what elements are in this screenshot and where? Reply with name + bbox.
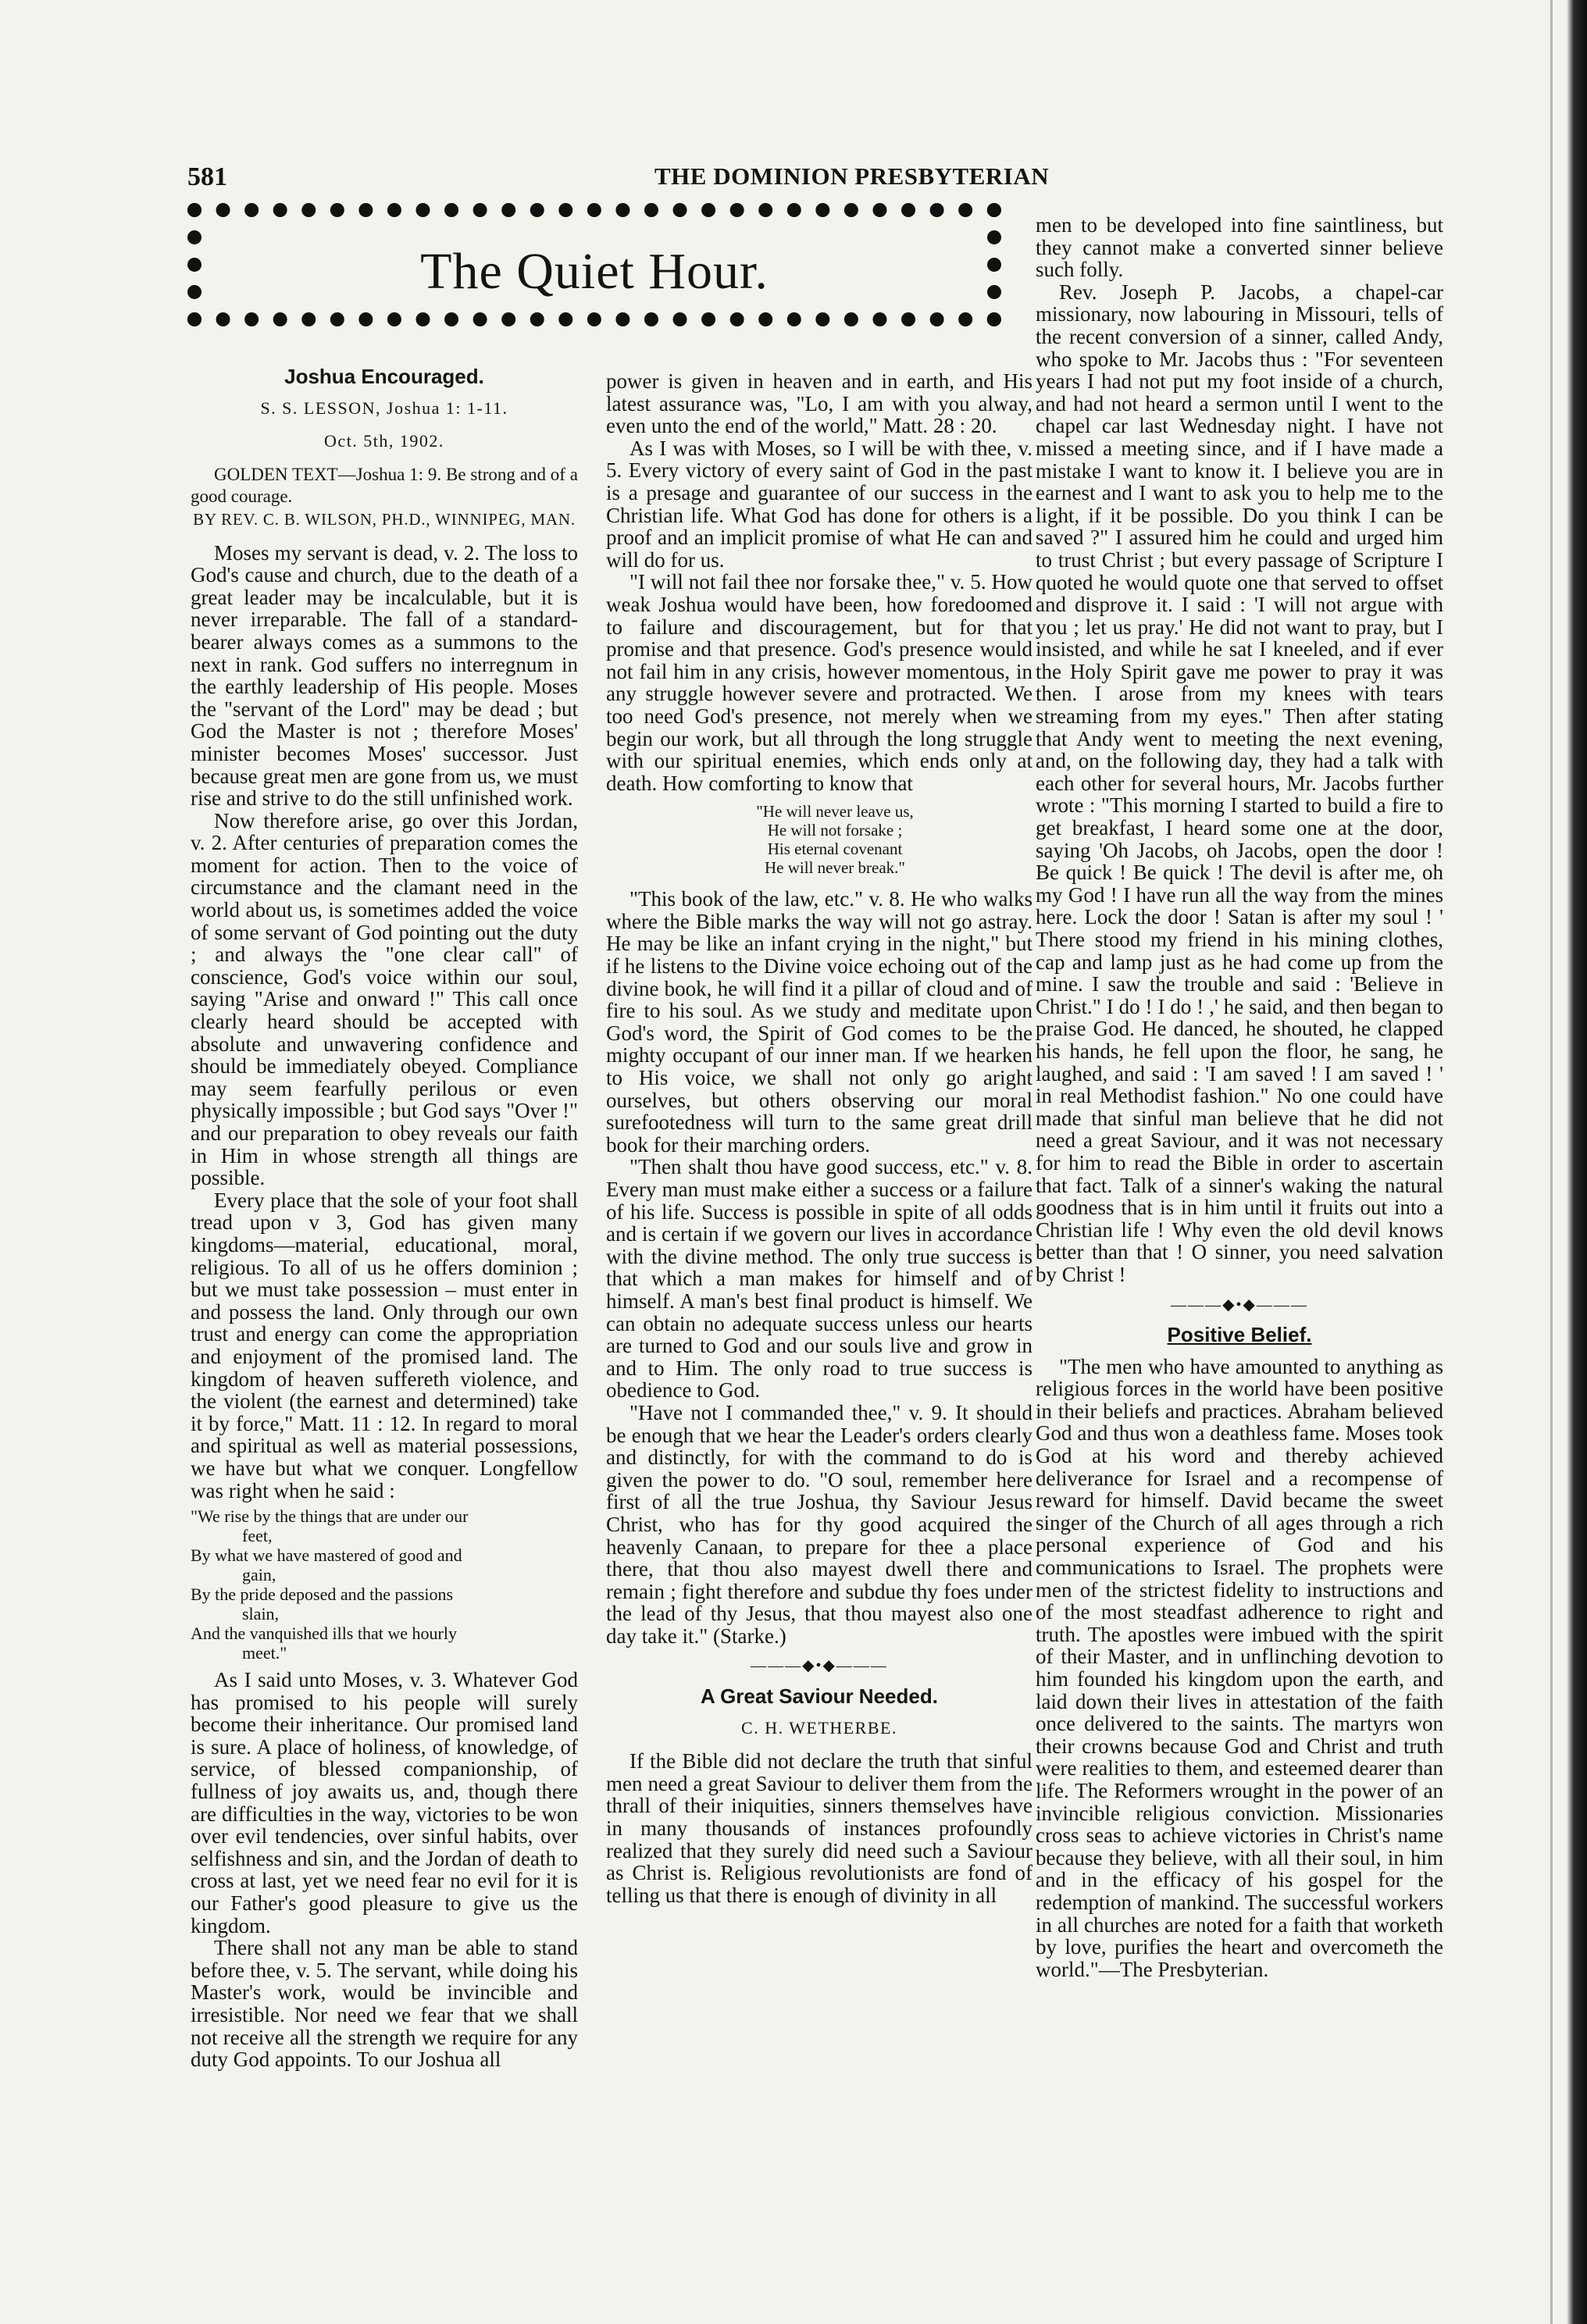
- verse-line: He will never break.": [765, 858, 905, 878]
- article-title: Positive Belief.: [1167, 1323, 1312, 1347]
- page-edge-line: [1550, 0, 1553, 2324]
- paragraph: Now therefore arise, go over this Jordan, v. 2. After centuries of preparation comes the moment for action. Then to the voice of circumstance and the clamant need in the world about us, is sometimes added the voice of some servant of God pointing out the duty ; and always the "one clear call" of conscience, God's voice within our soul, saying "Arise and onward !" This call once clearly heard should be accepted with absolute and unwavering confidence and should be immediately obeyed. Compliance may seem fearfully perilous or even physically impossible ; but God says "Over !" and our preparation to obey reveals our faith in Him in whose strength all things are possible.: [191, 808, 578, 1190]
- paragraph: As I was with Moses, so I will be with thee, v. 5. Every victory of every saint of God in the past is a presage and guarantee of our success in the Christian life. What God has done for others is a proof and an implicit promise of what He can and will do for us.: [606, 436, 1032, 572]
- verse-line: He will not forsake ;: [767, 821, 903, 840]
- paragraph: Rev. Joseph P. Jacobs, a chapel-car missionary, now labouring in Missouri, tells of the recent conversion of a sinner, called Andy, who spoke to Mr. Jacobs thus : "For seventeen years I had not put my foot inside of a church, and had not heard a sermon until I went to the chapel car last Wednesday night. I have not missed a meeting since, and if I have made a mistake I want to know it. I believe you are in earnest and I want to ask you to help me to the light, if it be possible. Do you think I can be saved ?" I assured him he could and urged him to trust Christ ; but every passage of Scripture I quoted he would quote one that served to offset and disprove it. I said : 'I will not argue with you ; let us pray.' He did not want to pray, but I insisted, and while he sat I kneeled, and if ever the Holy Spirit gave me power to pray it was then. I arose from my knees with tears streaming from my eyes." Then after stating that Andy went to meeting the next evening, and, on the following day, they had a talk with each other for several hours, Mr. Jacobs further wrote : "This morning I started to build a fire to get breakfast, I heard some one at the door, saying 'Oh Jacobs, oh Jacobs, open the door ! Be quick ! Be quick ! The devil is after me, oh my God ! I have run all the way from the mines here. Lock the door ! Satan is after my soul ! ' There stood my friend in his mining clothes, cap and lamp just as he had come up from the mine. I saw the trouble and said : 'Believe in Christ." I do ! I do ! ,' he said, and then began to praise God. He danced, he shouted, he clapped his hands, he fell upon the floor, he sang, he laughed, and said : 'I am saved ! I am saved ! ' in real Methodist fashion." No one could have made that sinful man believe that he did not need a great Saviour, and it was not necessary for him to read the Bible in order to ascertain that fact. Talk of a sinner's waking the natural goodness that is in him until it fruits out into a Christian life ! Why even the old devil knows better than that ! O sinner, you need salvation by Christ !: [1036, 280, 1443, 1286]
- poem-line-cont: feet,: [242, 1526, 273, 1546]
- byline: BY REV. C. B. WILSON, PH.D., WINNIPEG, MAN.: [193, 509, 576, 529]
- article-title: A Great Saviour Needed.: [701, 1684, 938, 1709]
- page-number: 581: [187, 162, 227, 191]
- journal-title: THE DOMINION PRESBYTERIAN: [654, 162, 1050, 190]
- paragraph: "I will not fail thee nor forsake thee," v. 5. How weak Joshua would have been, how foredoomed to failure and discouragement, but for that promise and that presence. God's presence would not fail him in any crisis, however momentous, in any struggle however severe and protracted. We too need God's presence, not merely when we begin our work, but all through the long struggle with our spiritual enemies, which ends only at death. How comforting to know that: [606, 570, 1032, 795]
- paragraph: "Then shalt thou have good success, etc." v. 8. Every man must make either a success or a failure of his life. Success is possible in spite of all odds and is certain if we govern our lives in accordance with the divine method. The only true success is that which a man makes for himself and of himself. A man's best final product is himself. We can obtain no adequate success unless our hearts are turned to God and our souls live and grow in and to Him. The only road to true success is obedience to God.: [606, 1155, 1032, 1403]
- poem-line: By what we have mastered of good and: [191, 1545, 462, 1566]
- poem-line-cont: slain,: [242, 1604, 280, 1624]
- section-separator: ———◆•◆———: [1171, 1296, 1308, 1313]
- verse-line: "He will never leave us,: [756, 802, 914, 822]
- paragraph: "This book of the law, etc." v. 8. He who walks where the Bible marks the way will not go astray. He may be like an infant crying in the night," but if he listens to the Divine voice echoing out of the divine book, he will find it a pillar of cloud and of fire to his soul. As we study and meditate upon God's word, the Spirit of God comes to be the mighty occupant of our inner man. If we hearken to His voice, we shall not only go aright ourselves, but others observing our moral surefootedness will turn to the same great drill book for their marching orders.: [606, 887, 1032, 1157]
- verse-line: His eternal covenant: [767, 839, 903, 859]
- golden-text: GOLDEN TEXT—Joshua 1: 9. Be strong and of a good courage.: [191, 464, 578, 507]
- paragraph: men to be developed into fine saintliness, but they cannot make a converted sinner believe such folly.: [1036, 213, 1443, 282]
- section-title: The Quiet Hour.: [420, 243, 769, 300]
- poem-line-cont: gain,: [242, 1565, 276, 1585]
- column-2: [606, 370, 1032, 1906]
- byline: C. H. WETHERBE.: [741, 1717, 897, 1738]
- poem-line: "We rise by the things that are under our: [191, 1506, 469, 1527]
- poem-line-cont: meet.": [242, 1643, 287, 1663]
- article-title: Joshua Encouraged.: [284, 365, 484, 388]
- paragraph: Moses my servant is dead, v. 2. The loss to God's cause and church, due to the death of a great leader may be incalculable, but it is never irreparable. The fall of a standard-bearer always comes as a summons to the next in rank. God suffers no interregnum in the earthly leadership of His people. Moses the "servant of the Lord" may be dead ; but God the Master is not ; therefore Moses' minister becomes Moses' successor. Just because great men are gone from us, we must rise and strive to do the still unfinished work.: [191, 540, 578, 811]
- column-3: [1036, 214, 1443, 1980]
- column-1: [191, 365, 578, 2071]
- paragraph: If the Bible did not declare the truth that sinful men need a great Saviour to deliver them from the thrall of their iniquities, sinners themselves have in many thousands of instances profoundly realized that they surely did need such a Saviour as Christ is. Religious revolutionists are fond of telling us that there is enough of divinity in all: [606, 1749, 1032, 1907]
- paragraph: "Have not I commanded thee," v. 9. It should be enough that we hear the Leader's orders clearly and distinctly, for with the command to do is given the power to do. "O soul, remember here first of all the true Joshua, thy Saviour Jesus Christ, who has for thy good acquired the heavenly Canaan, to prepare for thee a place there, that thou also mayest dwell there and remain ; fight therefore and subdue thy foes under the lead of thy Jesus, that thou mayest also one day take it." (Starke.): [606, 1400, 1032, 1648]
- paragraph: As I said unto Moses, v. 3. Whatever God has promised to his people will surely become their inheritance. Our promised land is sure. A place of holiness, of knowledge, of service, of blessed companionship, of fullness of joy awaits us, and, though there are difficulties in the way, victories to be won over evil tendencies, over sinful habits, over selfishness and sin, and the Jordan of death to cross at last, yet we need fear no evil for it is our Father's good pleasure to give us the kingdom.: [191, 1668, 578, 1937]
- section-separator: ———◆•◆———: [751, 1657, 888, 1675]
- section-banner: [187, 203, 1001, 326]
- paragraph: Every place that the sole of your foot shall tread upon v 3, God has given many kingdoms—material, educational, moral, religious. To all of us he offers dominion ; but we must take possession – must enter in and possess the land. Only through our own trust and energy can come the appropriation and enjoyment of the promised land. The kingdom of heaven suffereth violence, and the violent (the earnest and determined) take it by force," Matt. 11 : 12. In regard to moral and spiritual as well as material possessions, we have but what we conquer. Longfellow was right when he said :: [191, 1188, 578, 1502]
- poem-line: And the vanquished ills that we hourly: [191, 1624, 457, 1644]
- lesson-date: Oct. 5th, 1902.: [324, 431, 444, 451]
- page-edge: [1567, 0, 1587, 2324]
- paragraph: "The men who have amounted to anything as religious forces in the world have been positive in their beliefs and practices. Abraham believed God and thus won a deathless fame. Moses took God at his word and thereby achieved deliverance for Israel and a recompense of reward for himself. David became the sweet singer of the Church of all ages through a rich personal experience of God and his communications to Israel. The prophets were men of the strictest fidelity to instructions and of the most steadfast adherence to right and truth. The apostles were imbued with the spirit of their Master, and in unflinching devotion to him founded his kingdom upon the earth, and laid down their lives in attestation of the faith once delivered to the saints. The martyrs won their crowns because God and Christ and truth were realities to them, and esteemed dearer than life. The Reformers wrought in the power of an invincible religious conviction. Missionaries cross seas to achieve victories in Christ's name because they believe, with all their soul, in him and in the efficacy of his gospel for the redemption of mankind. The successful workers in all churches are noted for a faith that worketh by love, purifies the heart and overcometh the world."—The Presbyterian.: [1036, 1354, 1443, 1981]
- hymn-verse: [637, 802, 1032, 877]
- poem-quote: [191, 1506, 578, 1663]
- poem-line: By the pride deposed and the passions: [191, 1584, 454, 1605]
- lesson-reference: S. S. LESSON, Joshua 1: 1-11.: [260, 397, 508, 418]
- paragraph: There shall not any man be able to stand before thee, v. 5. The servant, while doing his Master's work, would be invincible and irresistible. Nor need we fear that we shall not receive all the strength we require for any duty God appoints. To our Joshua all: [191, 1936, 578, 2072]
- paragraph: power is given in heaven and in earth, and His latest assurance was, "Lo, I am with you alway, even unto the end of the world," Matt. 28 : 20.: [606, 369, 1032, 438]
